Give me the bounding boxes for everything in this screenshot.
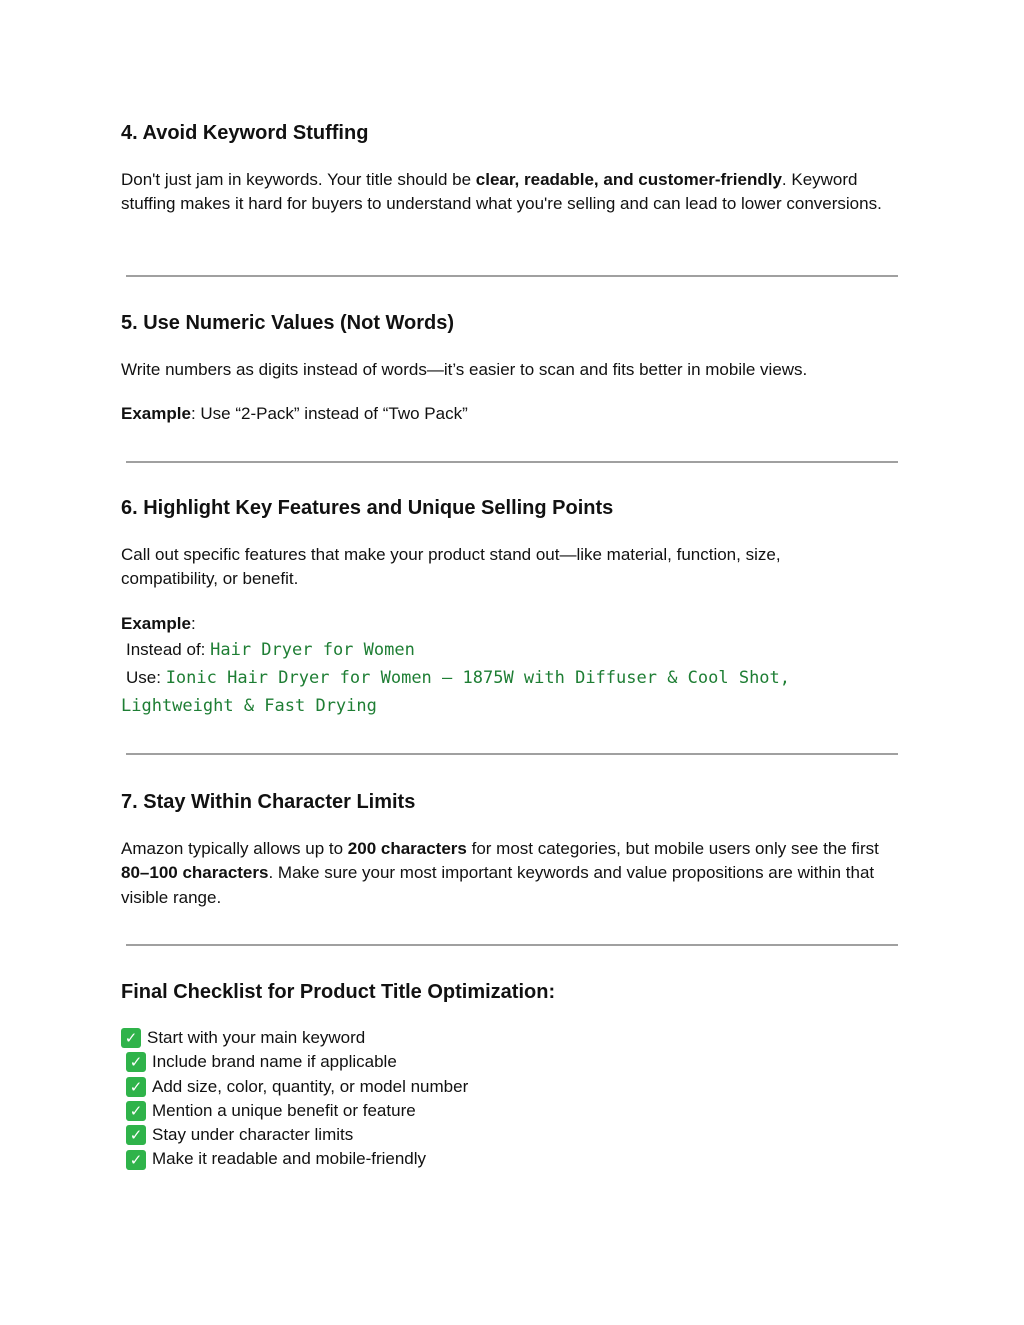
checklist-item	[121, 1050, 468, 1074]
checklist-item-label: Include brand name if applicable	[152, 1052, 397, 1072]
use-code-line-1: Ionic Hair Dryer for Women — 1875W with Diffuser & Cool Shot,	[165, 668, 791, 688]
checklist-item-label: Start with your main keyword	[147, 1028, 366, 1047]
section-6-example-label: Example	[121, 614, 191, 633]
checklist	[121, 1026, 468, 1172]
check-mark-icon: ✓	[126, 1052, 146, 1072]
checklist-heading: Final Checklist for Product Title Optimization:	[121, 981, 556, 1003]
section-7-bold-1: 200 characters	[347, 839, 467, 858]
section-7-text-b: for most categories, but mobile users only see the first	[466, 839, 879, 858]
section-6-example-label-line	[121, 612, 901, 636]
section-6-paragraph: Call out specific features that make your product stand out—like material, function, size, compatibility, or benefit.	[121, 545, 781, 589]
section-4-text-a: Don't just jam in keywords. Your title should be	[121, 170, 476, 189]
instead-of-label: Instead of:	[126, 640, 211, 659]
checklist-item	[121, 1123, 468, 1147]
section-5-example-label: Example	[121, 404, 191, 423]
use-code-line-2: Lightweight & Fast Drying	[121, 696, 377, 716]
instead-of-code: Hair Dryer for Women	[210, 640, 415, 660]
divider-4	[126, 944, 898, 946]
section-7-bold-2: 80–100 characters	[121, 863, 269, 883]
divider-2	[126, 461, 898, 463]
section-6-example-colon: :	[190, 614, 196, 633]
section-5-paragraph: Write numbers as digits instead of words—it’s easier to scan and fits better in mobile views.	[121, 360, 808, 379]
use-label: Use:	[126, 668, 166, 687]
section-6-heading: 6. Highlight Key Features and Unique Selling Points	[121, 497, 614, 519]
section-7-text-a: Amazon typically allows up to	[121, 839, 348, 858]
section-4-paragraph	[121, 168, 901, 217]
checklist-item-label: Add size, color, quantity, or model number	[152, 1076, 469, 1096]
section-4-text-b: . Keyword stuffing makes it hard for buyers to understand what you're selling and can lead to lower conversions.	[121, 170, 882, 214]
check-mark-icon: ✓	[126, 1077, 146, 1097]
section-6-use-line-2	[121, 692, 901, 720]
checklist-item-label: Make it readable and mobile-friendly	[152, 1149, 427, 1169]
check-mark-icon: ✓	[126, 1101, 146, 1121]
section-7-text-c: . Make sure your most important keywords and value propositions are within that visible range.	[121, 863, 875, 907]
checklist-item	[121, 1147, 468, 1171]
section-7-paragraph	[121, 837, 896, 910]
section-6-instead-line	[121, 636, 901, 664]
check-mark-icon: ✓	[121, 1028, 141, 1048]
section-5-heading: 5. Use Numeric Values (Not Words)	[121, 312, 455, 334]
section-4-heading: 4. Avoid Keyword Stuffing	[121, 122, 369, 144]
checklist-item	[121, 1026, 468, 1050]
section-5-example	[121, 402, 901, 426]
check-mark-icon: ✓	[126, 1125, 146, 1145]
divider-1	[126, 275, 898, 277]
checklist-item	[121, 1075, 468, 1099]
check-mark-icon: ✓	[126, 1150, 146, 1170]
section-6-use-line	[121, 664, 901, 692]
section-4-bold-text: clear, readable, and customer-friendly	[475, 170, 782, 189]
checklist-item-label: Stay under character limits	[152, 1125, 354, 1145]
section-6-example-block	[121, 612, 901, 720]
checklist-item	[121, 1099, 468, 1123]
divider-3	[126, 753, 898, 755]
checklist-item-label: Mention a unique benefit or feature	[152, 1100, 416, 1120]
section-5-example-text: : Use “2-Pack” instead of “Two Pack”	[190, 404, 468, 423]
section-7-heading: 7. Stay Within Character Limits	[121, 791, 416, 813]
